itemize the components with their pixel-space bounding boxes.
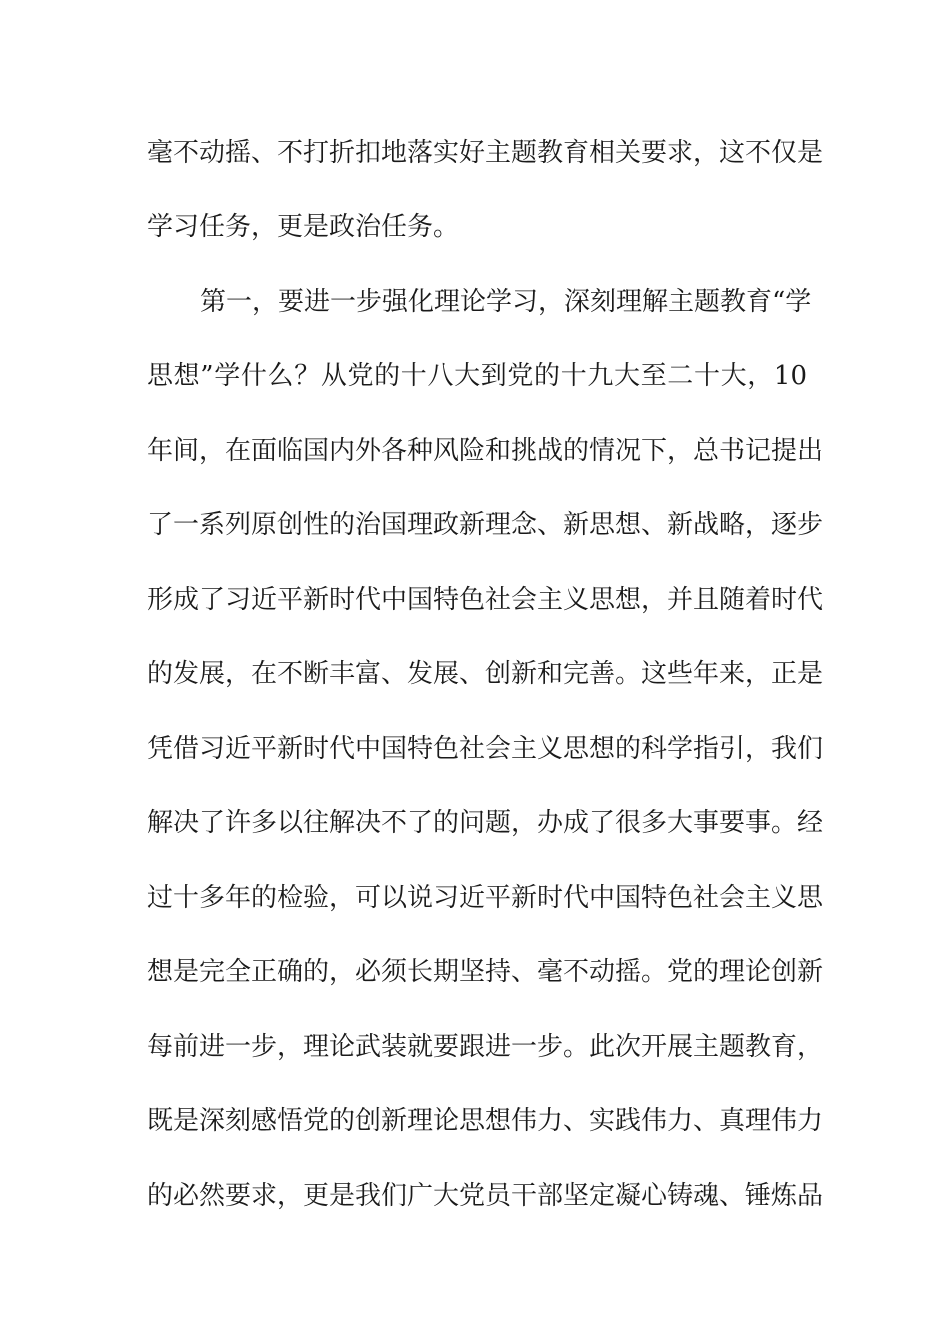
text-line: 形成了习近平新时代中国特色社会主义思想，并且随着时代 — [147, 585, 824, 615]
text-line: 毫不动摇、不打折扣地落实好主题教育相关要求，这不仅是 — [147, 138, 824, 168]
text-line: 想是完全正确的，必须长期坚持、毫不动摇。党的理论创新 — [147, 957, 824, 987]
text-line: 解决了许多以往解决不了的问题，办成了很多大事要事。经 — [147, 808, 824, 838]
paragraph-first-line: 第一，要进一步强化理论学习，深刻理解主题教育“学 — [200, 287, 812, 317]
text-line: 的发展，在不断丰富、发展、创新和完善。这些年来，正是 — [147, 659, 824, 689]
text-line: 年间，在面临国内外各种风险和挑战的情况下，总书记提出 — [147, 436, 824, 466]
text-line: 的必然要求，更是我们广大党员干部坚定凝心铸魂、锤炼品 — [147, 1181, 824, 1211]
text-line: 了一系列原创性的治国理政新理念、新思想、新战略，逐步 — [147, 510, 824, 540]
text-line: 凭借习近平新时代中国特色社会主义思想的科学指引，我们 — [147, 734, 824, 764]
text-line: 每前进一步，理论武装就要跟进一步。此次开展主题教育， — [147, 1032, 824, 1062]
text-line: 思想”学什么？从党的十八大到党的十九大至二十大，10 — [147, 361, 807, 391]
text-line: 既是深刻感悟党的创新理论思想伟力、实践伟力、真理伟力 — [147, 1106, 824, 1136]
text-line: 过十多年的检验，可以说习近平新时代中国特色社会主义思 — [147, 883, 824, 913]
text-line: 学习任务，更是政治任务。 — [147, 212, 460, 242]
